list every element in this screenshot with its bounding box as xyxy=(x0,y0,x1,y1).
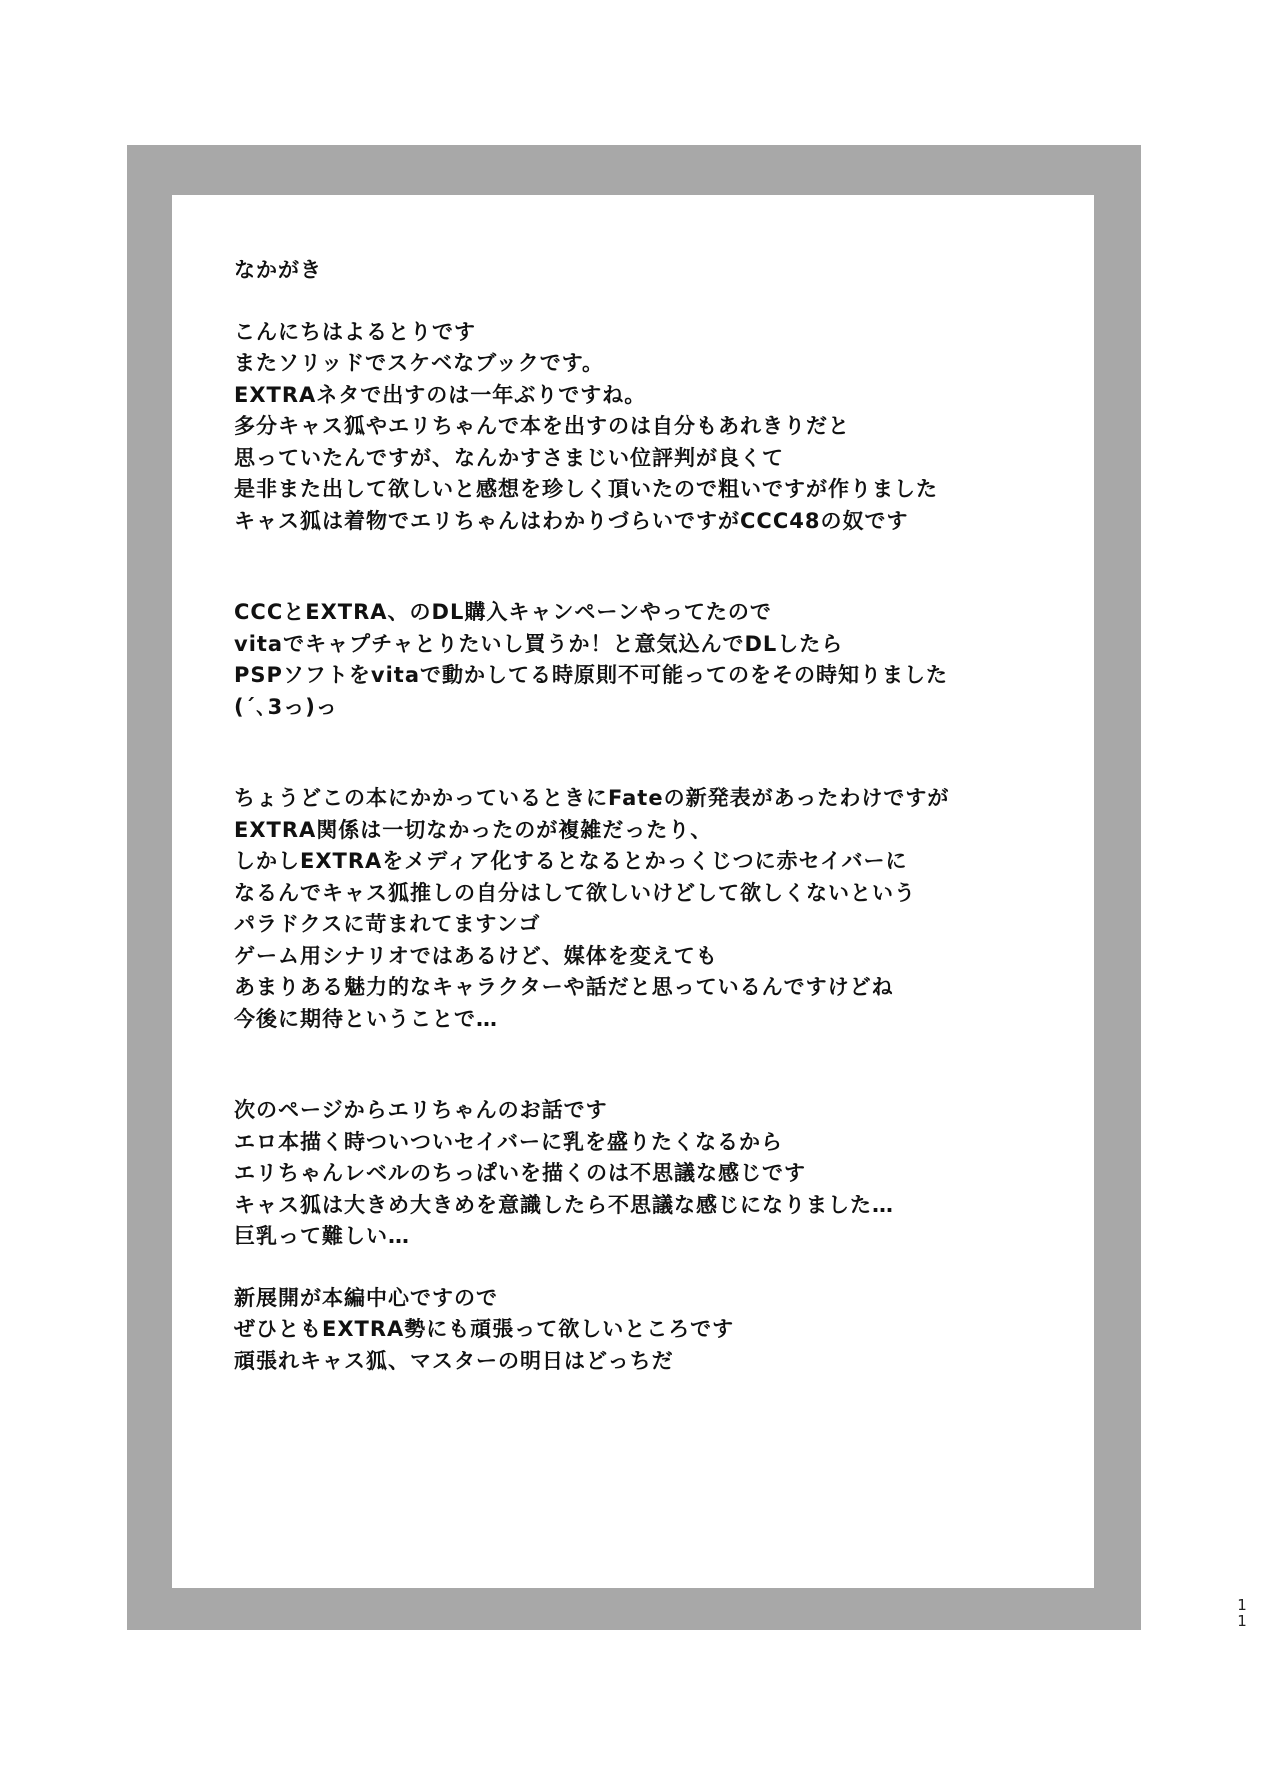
text-line: しかしEXTRAをメディア化するとなるとかっくじつに赤セイバーに xyxy=(234,849,908,873)
text-line: あまりある魅力的なキャラクターや話だと思っているんですけどね xyxy=(234,975,894,999)
text-line: パラドクスに苛まれてますンゴ xyxy=(234,912,541,936)
heading xyxy=(234,255,1084,287)
text-line: キャス狐は着物でエリちゃんはわかりづらいですがCCC48の奴です xyxy=(234,508,909,533)
afterword-text xyxy=(234,255,1084,1377)
text-line: こんにちはよるとりです xyxy=(234,319,476,344)
text-line: (´､3っ)っ xyxy=(234,694,338,719)
text-line: 思っていたんですが、なんかすさまじい位評判が良くて xyxy=(234,445,784,470)
paragraph-2 xyxy=(234,597,1084,723)
paragraph-3 xyxy=(234,783,1084,1035)
text-line: キャス狐は大きめ大きめを意識したら不思議な感じになりました… xyxy=(234,1192,894,1217)
text-line: PSPソフトをvitaで動かしてる時原則不可能ってのをその時知りました xyxy=(234,663,949,687)
text-line: ぜひともEXTRA勢にも頑張って欲しいところです xyxy=(234,1317,735,1341)
text-line: エロ本描く時ついついセイバーに乳を盛りたくなるから xyxy=(234,1129,783,1154)
paragraph-1 xyxy=(234,317,1084,538)
text-line: CCCとEXTRA、のDL購入キャンペーンやってたので xyxy=(234,600,772,624)
text-line: 頑張れキャス狐、マスターの明日はどっちだ xyxy=(234,1348,674,1373)
paragraph-5 xyxy=(234,1283,1084,1378)
text-line: ちょうどこの本にかかっているときにFateの新発表があったわけですが xyxy=(234,786,950,810)
text-line: 是非また出して欲しいと感想を珍しく頂いたので粗いですが作りました xyxy=(234,477,938,501)
text-line: 多分キャス狐やエリちゃんで本を出すのは自分もあれきりだと xyxy=(234,414,850,438)
page-content-area xyxy=(172,195,1094,1588)
page-number: 1 1 xyxy=(1237,1596,1247,1630)
text-line: 新展開が本編中心ですので xyxy=(234,1285,498,1310)
text-line: またソリッドでスケベなブックです。 xyxy=(234,351,605,375)
text-line: エリちゃんレベルのちっぱいを描くのは不思議な感じです xyxy=(234,1161,806,1185)
text-line: なるんでキャス狐推しの自分はして欲しいけどして欲しくないという xyxy=(234,880,916,905)
text-line: 次のページからエリちゃんのお話です xyxy=(234,1098,608,1122)
text-line: ゲーム用シナリオではあるけど、媒体を変えても xyxy=(234,943,718,968)
text-line: vitaでキャプチャとりたいし買うか！と意気込んでDLしたら xyxy=(234,631,844,656)
text-line: 巨乳って難しい… xyxy=(234,1224,410,1248)
heading-line: なかがき xyxy=(234,258,322,282)
text-line: 今後に期待ということで… xyxy=(234,1006,498,1031)
page-frame xyxy=(127,145,1141,1630)
text-line: EXTRA関係は一切なかったのが複雑だったり、 xyxy=(234,817,713,842)
text-line: EXTRAネタで出すのは一年ぶりですね。 xyxy=(234,382,647,407)
paragraph-4 xyxy=(234,1095,1084,1253)
